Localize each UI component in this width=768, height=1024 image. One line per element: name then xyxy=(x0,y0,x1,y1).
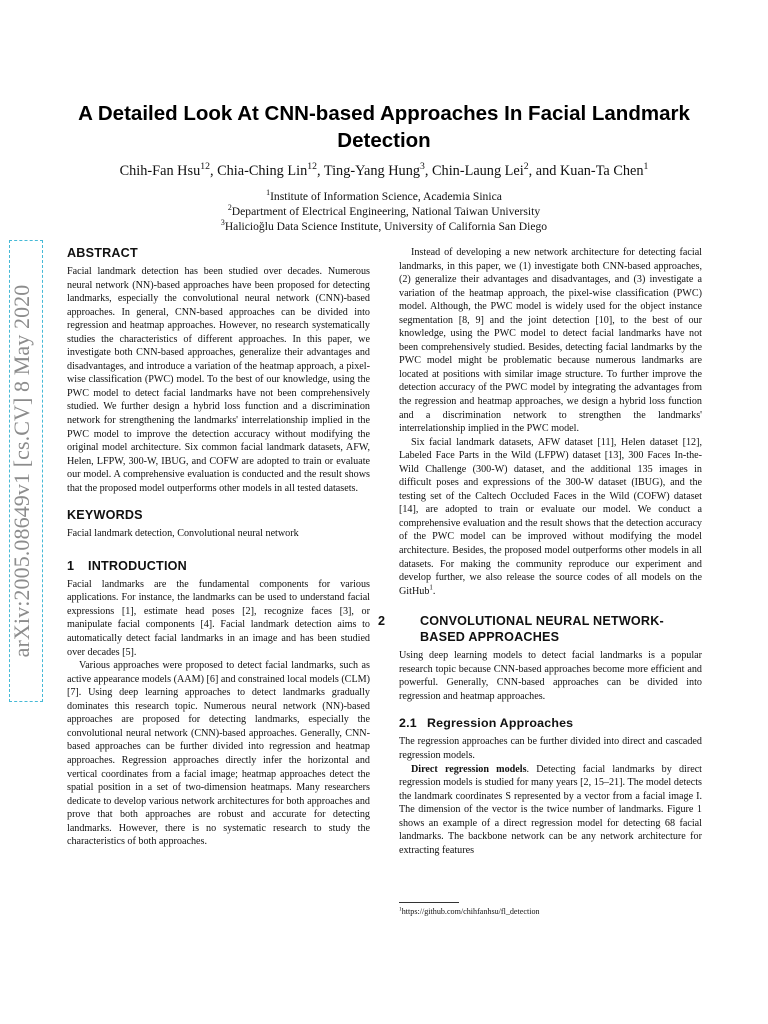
subsection-title: Regression Approaches xyxy=(427,716,574,731)
section-heading xyxy=(67,558,370,574)
affiliation-mark: 2 xyxy=(227,203,232,213)
affiliation-mark: 1 xyxy=(266,188,271,198)
affiliation xyxy=(140,189,628,204)
footnote-url: https://github.com/chihfanhsu/fl_detection xyxy=(401,907,540,916)
affiliation xyxy=(140,219,628,234)
section-heading xyxy=(378,613,702,645)
paper-title: A Detailed Look At CNN-based Approaches In Facial Landmark Detection xyxy=(78,102,690,152)
keywords-heading: KEYWORDS xyxy=(67,508,143,523)
author: Kuan-Ta Chen xyxy=(559,163,644,179)
affiliation-text: Department of Electrical Engineering, National Taiwan University xyxy=(231,205,541,218)
author: Chin-Laung Lei xyxy=(432,163,524,179)
paragraph xyxy=(399,436,702,599)
footnote-mark: 1 xyxy=(429,584,433,592)
section-number: 2 xyxy=(378,614,386,629)
footnote-line xyxy=(399,906,702,917)
footnote-mark: 1 xyxy=(399,906,402,913)
author-affiliation-mark: 1 xyxy=(643,161,649,173)
right-column xyxy=(378,246,702,857)
paragraph: Instead of developing a new network architecture for detecting facial landmarks, in this paper, we (1) investigate both CNN-based approaches, (2) generalize their advantages and disadvantages, and (3) investigate a variation of the heatmap approach, the pixel-wise classification (PWC) model. Although, the PWC model is widely used for the object instance segmentation [8, 9] and the joint detection [10], to the best of our knowledge, using the PWC model to detect facial landmarks have not been comprehensively studied. Besides, detecting facial landmarks by the PWC model might be problematic because numerous landmarks are located at positions with similar image structure. To further improve the detection accuracy of the PWC model by integrating the advantages from the regression and heatmap approaches, we design a hybrid loss function and a discrimination network to strengthen the landmarks' interrelationship implied in the PWC model. xyxy=(399,247,702,435)
author-separator: , xyxy=(209,163,218,179)
left-column xyxy=(67,245,370,849)
paragraph: Various approaches were proposed to detect facial landmarks, such as active appearance models (AAM) [6] and constrained local models (CLM) [7]. Using deep learning approaches to detect landmarks gradually dominates this research topic. Numerous neural network (NN)-based approaches are proposed for detecting landmarks, especially the convolutional neural network (CNN)-based approaches. Generally, CNN-based approaches can be further divided into regression and heatmap approaches. Regression approaches directly infer the horizontal and vertical coordinates from a facial image; heatmap approaches detect the spatial position in a set of two-dimension heatmaps. Many researchers dedicate to develop various network architectures for both approaches and prove that both approaches are robust and accurate for detecting landmarks. However, there is no systematic research to study the characteristics of both approaches. xyxy=(67,660,370,848)
subsection-heading xyxy=(399,715,702,731)
paragraph-text: Six facial landmark datasets, AFW dataset [11], Helen dataset [12], Labeled Face Parts in the Wild (LFPW) dataset [13], 300 Faces In-the-Wild Challenge (300-W) dataset, and the additional 135 images in difficult poses and expressions of the 300-W dataset (IBUG), and the testing set of the Caltech Occluded Faces in the Wild (COFW) dataset [14], are adopted to train or evaluate our model. We conduct a comprehensive evaluation and the result shows that the detection accuracy of the PWC model can be improved without modifying the model architecture. Besides, the proposed model outperforms other models in all datasets. For making the community reproduce our experiment and develop further, we also release the source codes of all models on the GitHub xyxy=(399,436,702,597)
author-affiliation-mark: 3 xyxy=(420,161,425,173)
author-affiliation-mark: 12 xyxy=(200,161,210,173)
arxiv-stamp: arXiv:2005.08649v1 [cs.CV] 8 May 2020 xyxy=(9,284,34,658)
footnote-rule xyxy=(399,902,459,903)
paragraph: Using deep learning models to detect facial landmarks is a popular research topic because CNN-based approaches become more efficient and powerful. Generally, CNN-based approaches can be divided into regression and heatmap approaches. xyxy=(399,650,702,702)
section-number: 1 xyxy=(67,558,75,573)
section-title: CONVOLUTIONAL NEURAL NETWORK-BASED APPROACHES xyxy=(420,614,664,645)
paragraph-end: . xyxy=(432,585,436,597)
abstract-text: Facial landmark detection has been studied over decades. Numerous neural network (NN)-based approaches have been proposed for detecting landmarks, especially the convolutional neural network (CNN)-based approaches. In general, CNN-based approaches can be divided into regression and heatmap approaches. However, no research systematically studies the characteristics of different approaches. In this paper, we investigate both CNN-based approaches, generalize their advantages and disadvantages, and introduce a variation of the heatmap approach, a pixel-wise classification (PWC) model. To the best of our knowledge, using the PWC model to detect facial landmarks have not been comprehensively studied. We further design a hybrid loss function and a discrimination network for strengthening the landmarks' interrelationship implied in the PWC model to improve the detection accuracy without modifying the original model architecture. Six common facial landmark datasets, AFW, Helen, LFPW, 300-W, IBUG, and COFW are adopted to train or evaluate our model. A comprehensive evaluation is conducted and the result shows that the proposed model outperforms other models in all tested datasets. xyxy=(67,266,370,494)
affiliation-mark: 3 xyxy=(220,218,225,228)
paragraph: Facial landmarks are the fundamental components for various applications. For instance, the landmarks can be used to understand facial expressions [1], estimate head poses [2], recognize faces [3], or manipulate facial components [4]. Facial landmark detection aims to automatically detect facial landmarks in an image and has been studied over decades [5]. xyxy=(67,578,370,658)
author-affiliation-mark: 2 xyxy=(523,161,529,173)
author-separator: , and xyxy=(528,163,560,179)
footnote xyxy=(399,902,702,917)
author: Chih-Fan Hsu xyxy=(119,163,201,179)
section-title: INTRODUCTION xyxy=(88,558,187,573)
keywords-text: Facial landmark detection, Convolutional neural network xyxy=(67,528,299,540)
paragraph xyxy=(399,763,702,858)
affiliation xyxy=(140,204,628,219)
affiliation-text: Halicioğlu Data Science Institute, University of California San Diego xyxy=(224,220,548,233)
author: Ting-Yang Hung xyxy=(323,163,420,179)
affiliation-text: Institute of Information Science, Academia Sinica xyxy=(270,190,502,203)
paragraph: The regression approaches can be further divided into direct and cascaded regression models. xyxy=(399,736,702,761)
author-list xyxy=(40,162,728,180)
run-in-heading: Direct regression models xyxy=(411,763,527,775)
paragraph-text: . Detecting facial landmarks by direct regression models is studied for many years [2, 15–21]. The model detects the landmark coordinates S represented by a vector from a facial image I. The dimension of the vector is the twice number of landmarks. Figure 1 shows an example of a direct regression model for detecting 68 facial landmarks. The backbone network can be any network architecture for extracting features xyxy=(399,763,702,856)
author-separator: , xyxy=(424,163,433,179)
author-affiliation-mark: 12 xyxy=(307,161,317,173)
subsection-number: 2.1 xyxy=(399,716,417,731)
author: Chia-Ching Lin xyxy=(217,163,308,179)
abstract-heading: ABSTRACT xyxy=(67,246,138,260)
author-separator: , xyxy=(316,163,324,179)
